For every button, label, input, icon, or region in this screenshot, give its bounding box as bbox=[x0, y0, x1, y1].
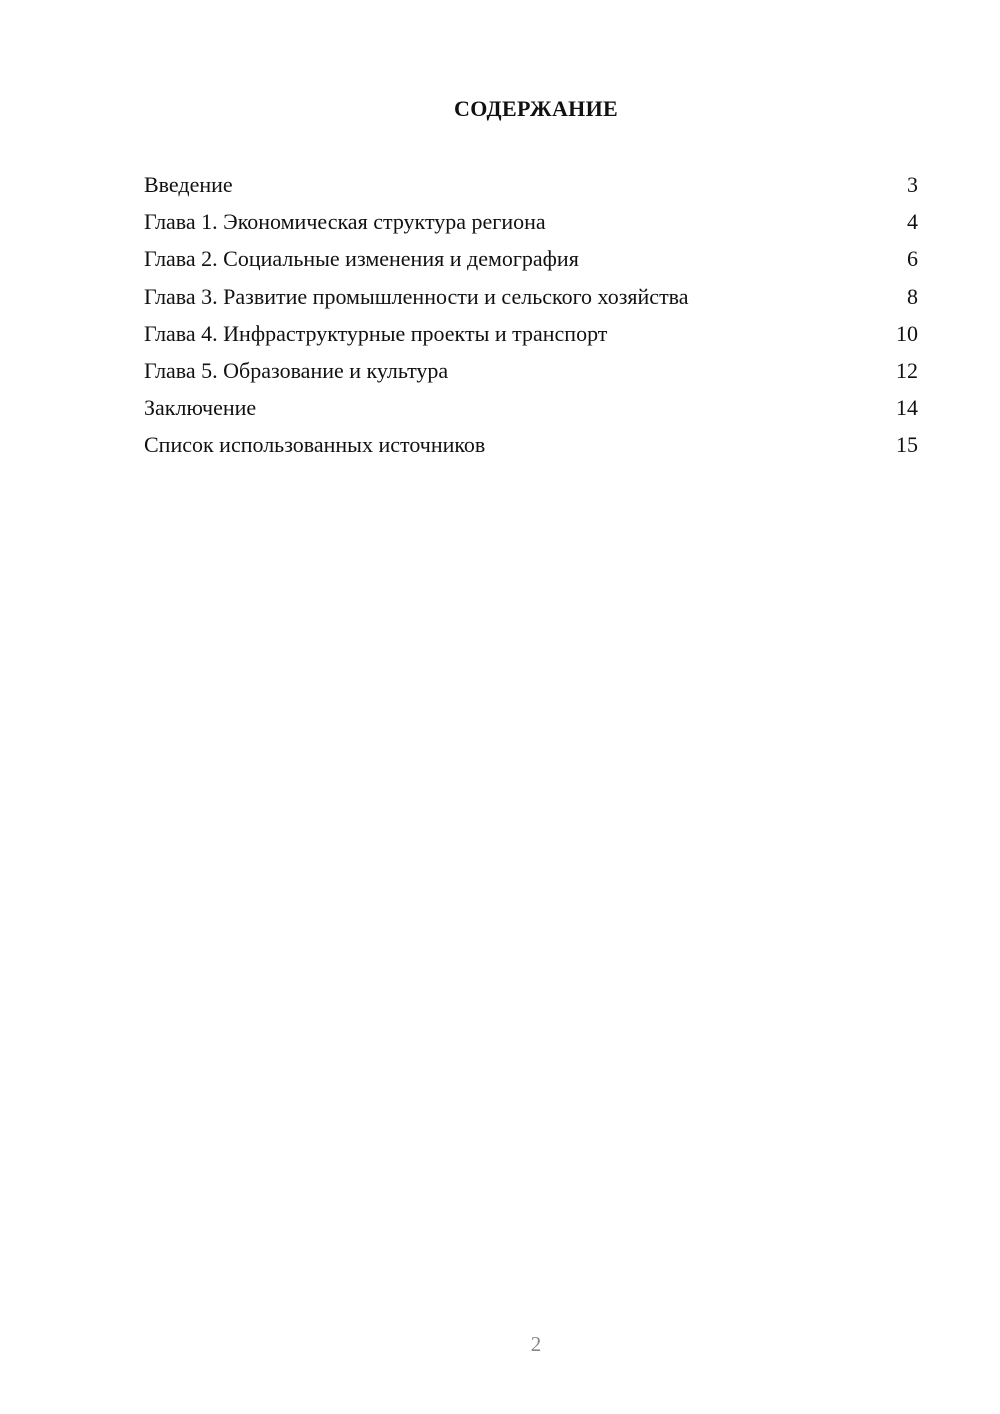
toc-entry-label: Глава 4. Инфраструктурные проекты и транспорт bbox=[144, 320, 608, 346]
table-of-contents bbox=[144, 166, 918, 464]
toc-entry-page: 8 bbox=[907, 283, 918, 309]
toc-entry-chapter-2[interactable] bbox=[144, 240, 918, 277]
toc-entry-chapter-5[interactable] bbox=[144, 352, 918, 389]
toc-entry-chapter-3[interactable] bbox=[144, 278, 918, 315]
toc-entry-page: 6 bbox=[907, 246, 918, 272]
toc-entry-label: Глава 1. Экономическая структура региона bbox=[144, 209, 546, 235]
toc-entry-chapter-4[interactable] bbox=[144, 315, 918, 352]
toc-entry-page: 14 bbox=[896, 395, 918, 421]
toc-entry-references[interactable] bbox=[144, 426, 918, 463]
toc-entry-conclusion[interactable] bbox=[144, 389, 918, 426]
page-title: СОДЕРЖАНИЕ bbox=[454, 96, 618, 121]
page-number: 2 bbox=[530, 1332, 542, 1356]
toc-entry-label: Глава 3. Развитие промышленности и сельского хозяйства bbox=[144, 283, 689, 309]
toc-entry-label: Введение bbox=[144, 172, 233, 197]
toc-entry-introduction[interactable] bbox=[144, 166, 918, 203]
toc-entry-page: 12 bbox=[896, 357, 918, 383]
toc-entry-page: 3 bbox=[907, 172, 918, 197]
toc-entry-label: Заключение bbox=[144, 395, 257, 421]
toc-entry-label: Глава 5. Образование и культура bbox=[144, 357, 449, 383]
toc-entry-chapter-1[interactable] bbox=[144, 203, 918, 240]
toc-entry-page: 10 bbox=[896, 320, 918, 346]
toc-entry-label: Глава 2. Социальные изменения и демография bbox=[144, 246, 579, 272]
toc-entry-page: 4 bbox=[907, 209, 918, 235]
toc-entry-label: Список использованных источников bbox=[144, 432, 486, 458]
toc-entry-page: 15 bbox=[896, 432, 918, 458]
